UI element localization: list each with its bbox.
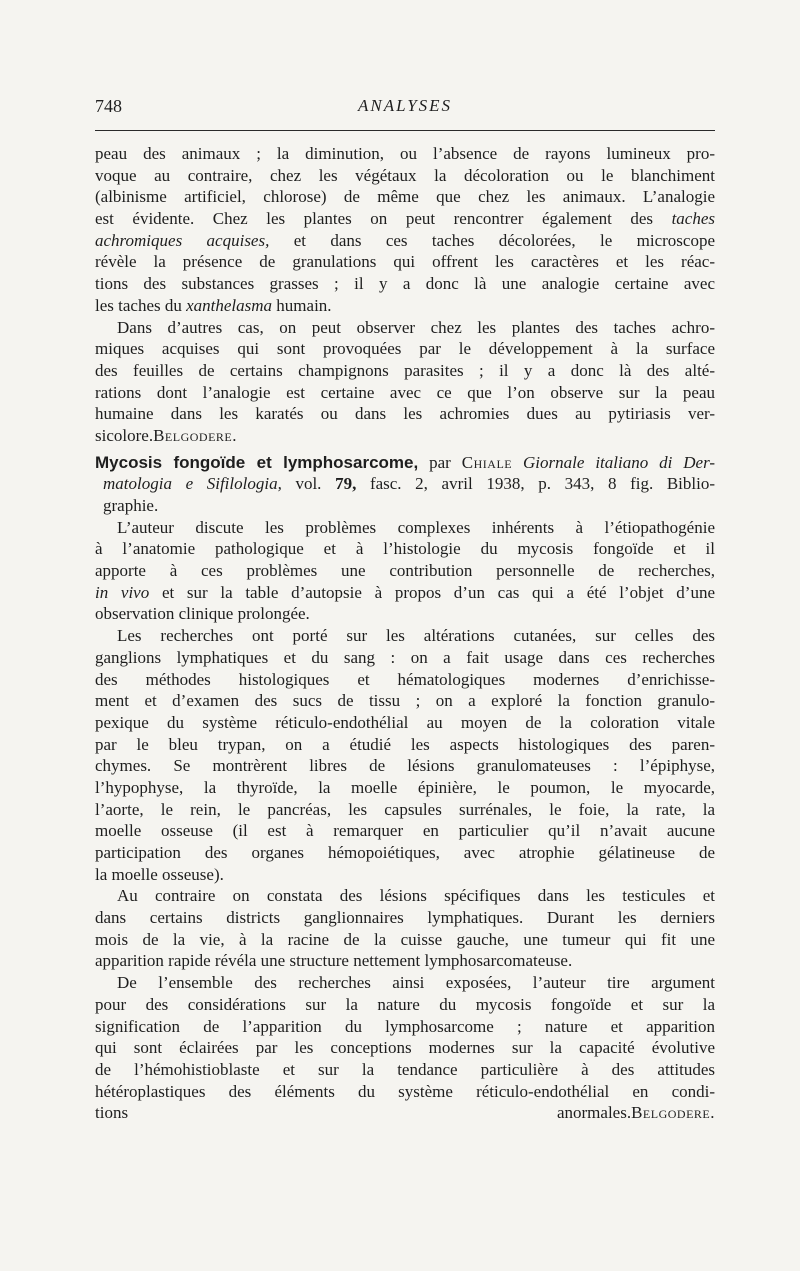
text-line: Mycosis fongoïde et lymphosarcome, par Chiale Giornale italiano di Der- [95,452,715,472]
text-line: participation des organes hémopoiétiques, avec atrophie gélatineuse de [95,843,715,862]
entry-author: Chiale [461,452,513,472]
text-line: (albinisme artificiel, chlorose) de même que chez les animaux. L’analogie [95,187,715,207]
italic-term: in vivo [95,582,150,602]
text-line: l’hypophyse, la thyroïde, la moelle épinière, le poumon, le myocarde, [95,777,715,797]
signature: Belgodere. [153,425,237,445]
text-line: observation clinique prolongée. [95,604,310,624]
text-line: tions anormales.Belgodere. [95,1103,715,1123]
text-line: des méthodes histologiques et hématologiques modernes d’enrichisse- [95,669,715,689]
text-line: rations dont l’analogie est certaine avec ce que l’on observe sur la peau [95,382,715,402]
paragraph [95,625,715,885]
text-line: chymes. Se montrèrent libres de lésions granulomateuses : l’épiphyse, [95,756,715,776]
text-line: achromiques acquises, et dans ces taches décolorées, le microscope [95,230,715,250]
text-line: signification de l’apparition du lymphosarcome ; nature et apparition [95,1016,715,1036]
text-line: peau des animaux ; la diminution, ou l’absence de rayons lumineux pro- [95,144,715,163]
page-body [95,143,715,1124]
running-title: ANALYSES [357,96,453,115]
journal-name: Giornale italiano di Der- [523,452,715,472]
paragraph [95,885,715,972]
text-line: apporte à ces problèmes une contribution personnelle de recherches, [95,561,715,581]
text-line: la moelle osseuse). [95,864,224,884]
header-rule [95,130,715,131]
text-line: pexique du système réticulo-endothélial au moyen de la coloration vitale [95,712,715,732]
text-line: miques acquises qui sont provoquées par le développement à la surface [95,339,715,359]
text-line: de l’hémohistioblaste et sur la tendance particulière à des attitudes [95,1059,715,1079]
text-line: dans certains districts ganglionnaires lymphatiques. Durant les derniers [95,908,715,928]
text-line: in vivo et sur la table d’autopsie à propos d’un cas qui a été l’objet d’une [95,582,715,602]
volume-number: 79, [335,474,357,494]
text-line: Les recherches ont porté sur les altérations cutanées, sur celles des [117,626,715,646]
text-line: humaine dans les karatés ou dans les achromies dues au pytiriasis ver- [95,404,715,424]
paragraph-continued [95,143,715,317]
text-line: à l’anatomie pathologique et à l’histologie du mycosis fongoïde et il [95,539,715,559]
text-line: est évidente. Chez les plantes on peut rencontrer également des taches [95,209,715,229]
text-line: révèle la présence de granulations qui offrent les caractères et les réac- [95,252,715,272]
text-line: sicolore.Belgodere. [95,425,237,445]
journal-name: matologia e Sifilologia, [103,474,282,494]
page-header [95,96,715,126]
paragraph [95,317,715,447]
paragraph [95,972,715,1124]
italic-term: achromiques acquises, [95,230,270,250]
text-line: tions des substances grasses ; il y a donc là une analogie certaine avec [95,274,715,294]
text-line: hétéroplastiques des éléments du système réticulo-endothélial en condi- [95,1081,715,1101]
text-line: mois de la vie, à la racine de la cuisse gauche, une tumeur qui fit une [95,929,715,949]
italic-term: xanthelasma [186,295,273,315]
text-line: apparition rapide révéla une structure nettement lymphosarcomateuse. [95,951,573,971]
text-line: Au contraire on constata des lésions spécifiques dans les testicules et [117,886,715,906]
italic-term: taches [671,209,715,229]
text-line: matologia e Sifilologia, vol. 79, fasc. 2, avril 1938, p. 343, 8 fig. Biblio- [103,474,715,494]
text-line: De l’ensemble des recherches ainsi exposées, l’auteur tire argument [117,973,715,993]
text-line: les taches du xanthelasma humain. [95,295,332,315]
text-line: voque au contraire, chez les végétaux la décoloration ou le blanchiment [95,165,715,185]
text-line: Dans d’autres cas, on peut observer chez les plantes des taches achro- [117,317,715,337]
text-line: par le bleu trypan, on a étudié les aspects histologiques des paren- [95,734,715,754]
text-line: ment et d’examen des sucs de tissu ; on a exploré la fonction granulo- [95,691,715,711]
text-line: moelle osseuse (il est à remarquer en particulier qu’il n’avait aucune [95,821,715,841]
text-line: ganglions lymphatiques et du sang : on a fait usage dans ces recherches [95,647,715,667]
entry-title: Mycosis fongoïde et lymphosarcome, [95,452,419,472]
text-line: qui sont éclairées par les conceptions modernes sur la capacité évolutive [95,1038,715,1058]
page-number: 748 [95,96,122,116]
text-line: graphie. [103,496,159,515]
text-line: l’aorte, le rein, le pancréas, les capsules surrénales, le foie, la rate, la [95,799,715,819]
text-line: L’auteur discute les problèmes complexes inhérents à l’étiopathogénie [117,517,715,537]
text-line: des feuilles de certains champignons parasites ; il y a donc là des alté- [95,360,715,380]
paragraph [95,517,715,625]
text-line: pour des considérations sur la nature du mycosis fongoïde et sur la [95,994,715,1014]
entry-heading [95,452,715,517]
signature: Belgodere. [631,1103,715,1123]
